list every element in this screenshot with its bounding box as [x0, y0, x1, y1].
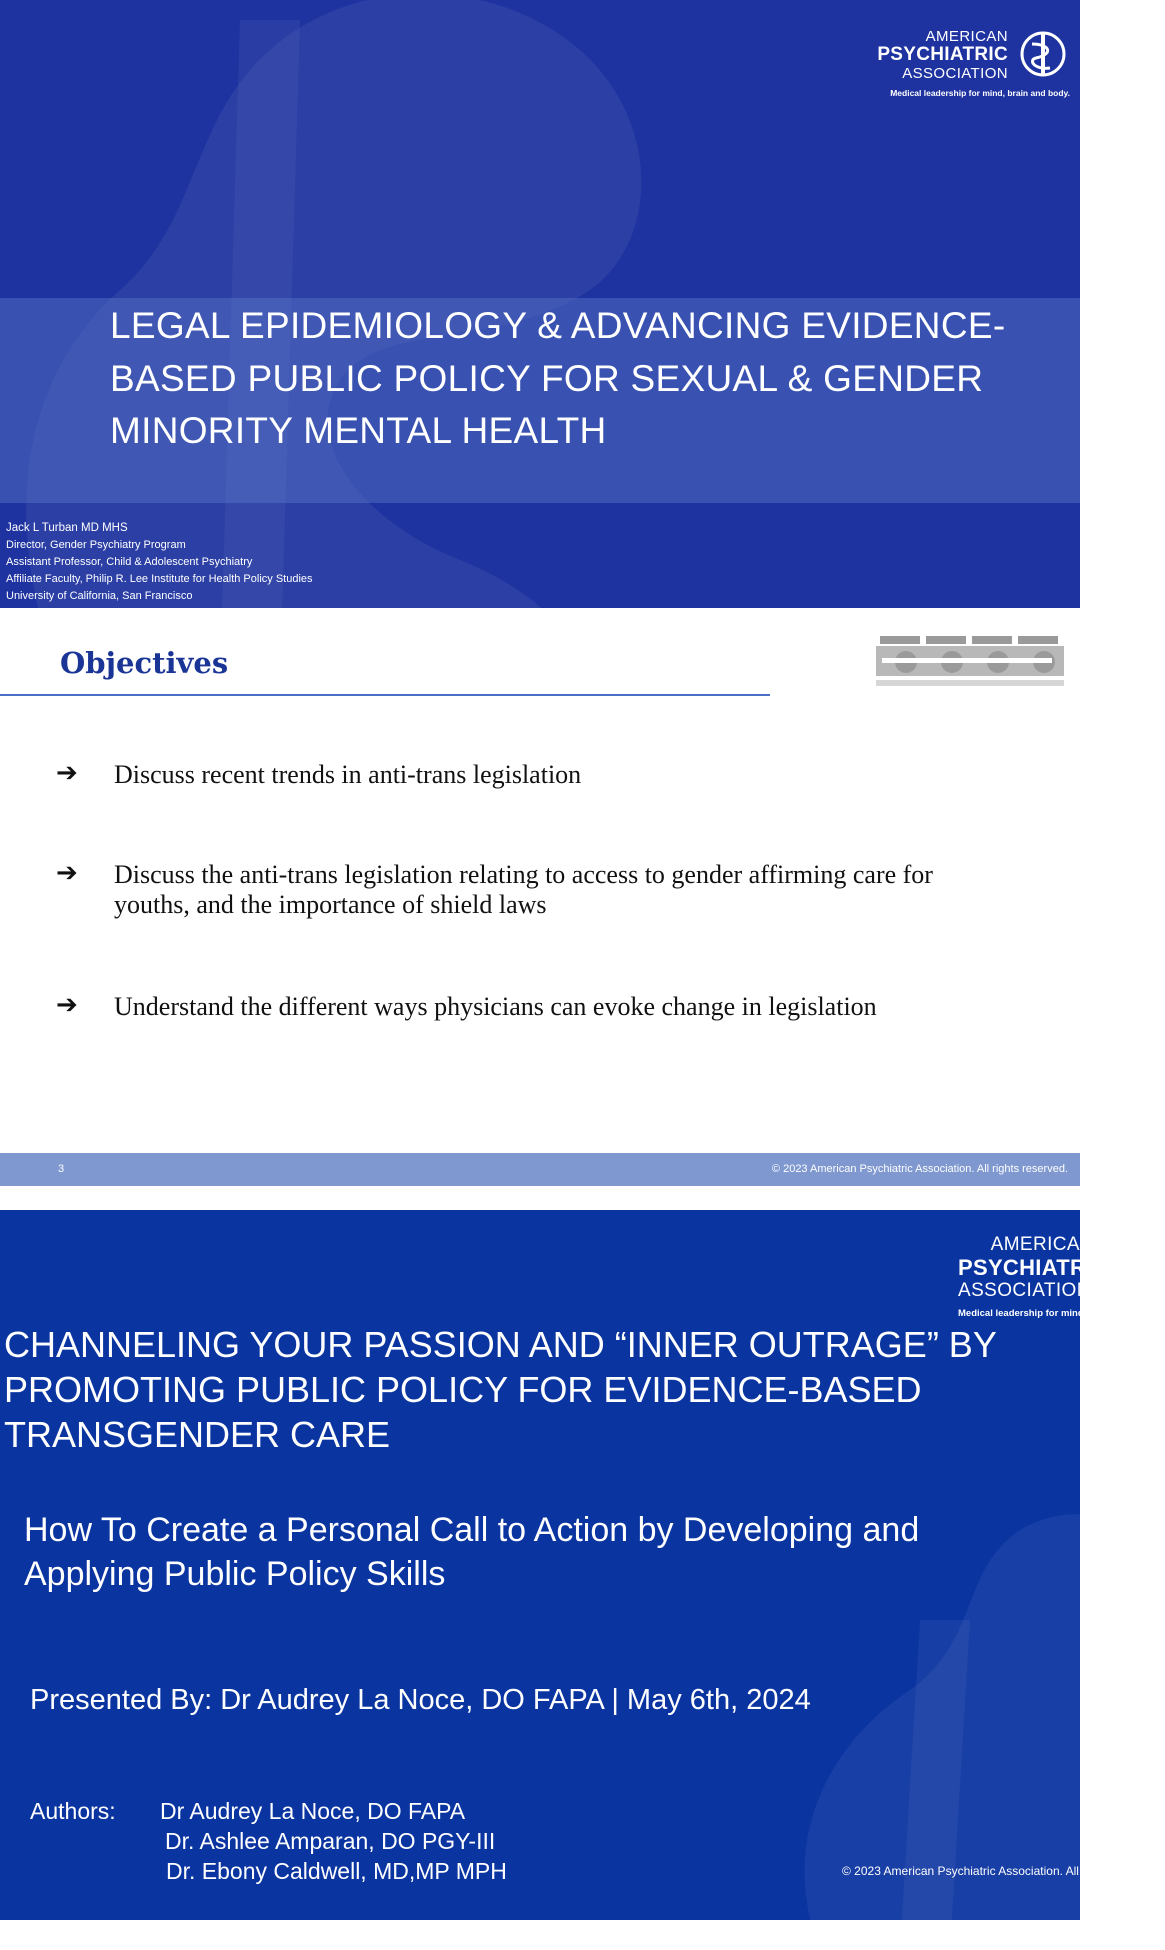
- apa-logo: [877, 28, 1008, 82]
- presentation-title: LEGAL EPIDEMIOLOGY & ADVANCING EVIDENCE-BASED PUBLIC POLICY FOR SEXUAL & GENDER MINORITY MENTAL HEALTH: [110, 305, 1006, 451]
- presentation-title: CHANNELING YOUR PASSION AND “INNER OUTRAGE” BY PROMOTING PUBLIC POLICY FOR EVIDENCE-BASED TRANSGENDER CARE: [4, 1324, 997, 1455]
- apa-logo-thumbnail: [876, 632, 1064, 690]
- author-line: Director, Gender Psychiatry Program: [6, 539, 186, 551]
- arrow-right-icon: ➔: [56, 758, 78, 788]
- logo-line-american: AMERICAN: [925, 28, 1008, 45]
- apa-tagline: [890, 88, 1070, 98]
- presentation-subtitle: How To Create a Personal Call to Action by Developing and Applying Public Policy Skills: [24, 1511, 920, 1593]
- author-line: University of California, San Francisco: [6, 590, 193, 602]
- logo-tagline: Medical leadership for mind, brain and body.: [890, 88, 1070, 98]
- author-line: Jack L Turban MD MHS: [6, 522, 128, 534]
- slide-title-legal-epidemiology: [0, 0, 1080, 608]
- arrow-right-icon: ➔: [56, 858, 78, 888]
- slide-objectives: [0, 608, 1080, 1186]
- logo-line-american: AMERICA: [990, 1234, 1080, 1255]
- objective-text: Understand the different ways physicians can evoke change in legislation: [114, 992, 877, 1021]
- slide-title-channeling-passion: [0, 1210, 1165, 1920]
- logo-line-association: ASSOCIATION: [902, 65, 1008, 82]
- logo-line-association: ASSOCIATION: [958, 1280, 1091, 1301]
- author-line: Affiliate Faculty, Philip R. Lee Institute for Health Policy Studies: [6, 573, 313, 585]
- logo-line-psychiatric: PSYCHIATRIC: [877, 44, 1008, 65]
- page-number: 3: [58, 1163, 65, 1175]
- presenter-line: Presented By: Dr Audrey La Noce, DO FAPA | May 6th, 2024: [30, 1684, 811, 1716]
- author-name: Dr. Ebony Caldwell, MD,MP MPH: [166, 1858, 507, 1884]
- author-credentials: [6, 520, 313, 605]
- logo-tagline: Medical leadership for mind, brain and body.: [958, 1308, 1159, 1319]
- objectives-heading: Objectives: [60, 646, 229, 680]
- slide-footer: [0, 1153, 1080, 1186]
- author-line: Assistant Professor, Child & Adolescent Psychiatry: [6, 556, 253, 568]
- copyright-notice: © 2023 American Psychiatric Association. All rights reserved.: [771, 1163, 1068, 1175]
- objective-text: Discuss the anti-trans legislation relating to access to gender affirming care for youths, and the importance of shield laws: [114, 860, 933, 919]
- objective-text: Discuss recent trends in anti-trans legislation: [114, 760, 582, 789]
- authors-label: Authors:: [30, 1798, 116, 1824]
- apa-caduceus-icon: [1020, 26, 1066, 82]
- apa-tagline: [958, 1308, 1159, 1319]
- logo-line-psychiatric: PSYCHIATRIC: [958, 1255, 1109, 1280]
- arrow-right-icon: ➔: [56, 990, 78, 1020]
- heading-divider: [0, 694, 770, 696]
- copyright-notice: © 2023 American Psychiatric Association. All rights reserved.: [842, 1864, 1165, 1878]
- apa-logo: [958, 1234, 1109, 1302]
- author-name: Dr Audrey La Noce, DO FAPA: [160, 1798, 466, 1824]
- author-name: Dr. Ashlee Amparan, DO PGY-III: [165, 1828, 496, 1854]
